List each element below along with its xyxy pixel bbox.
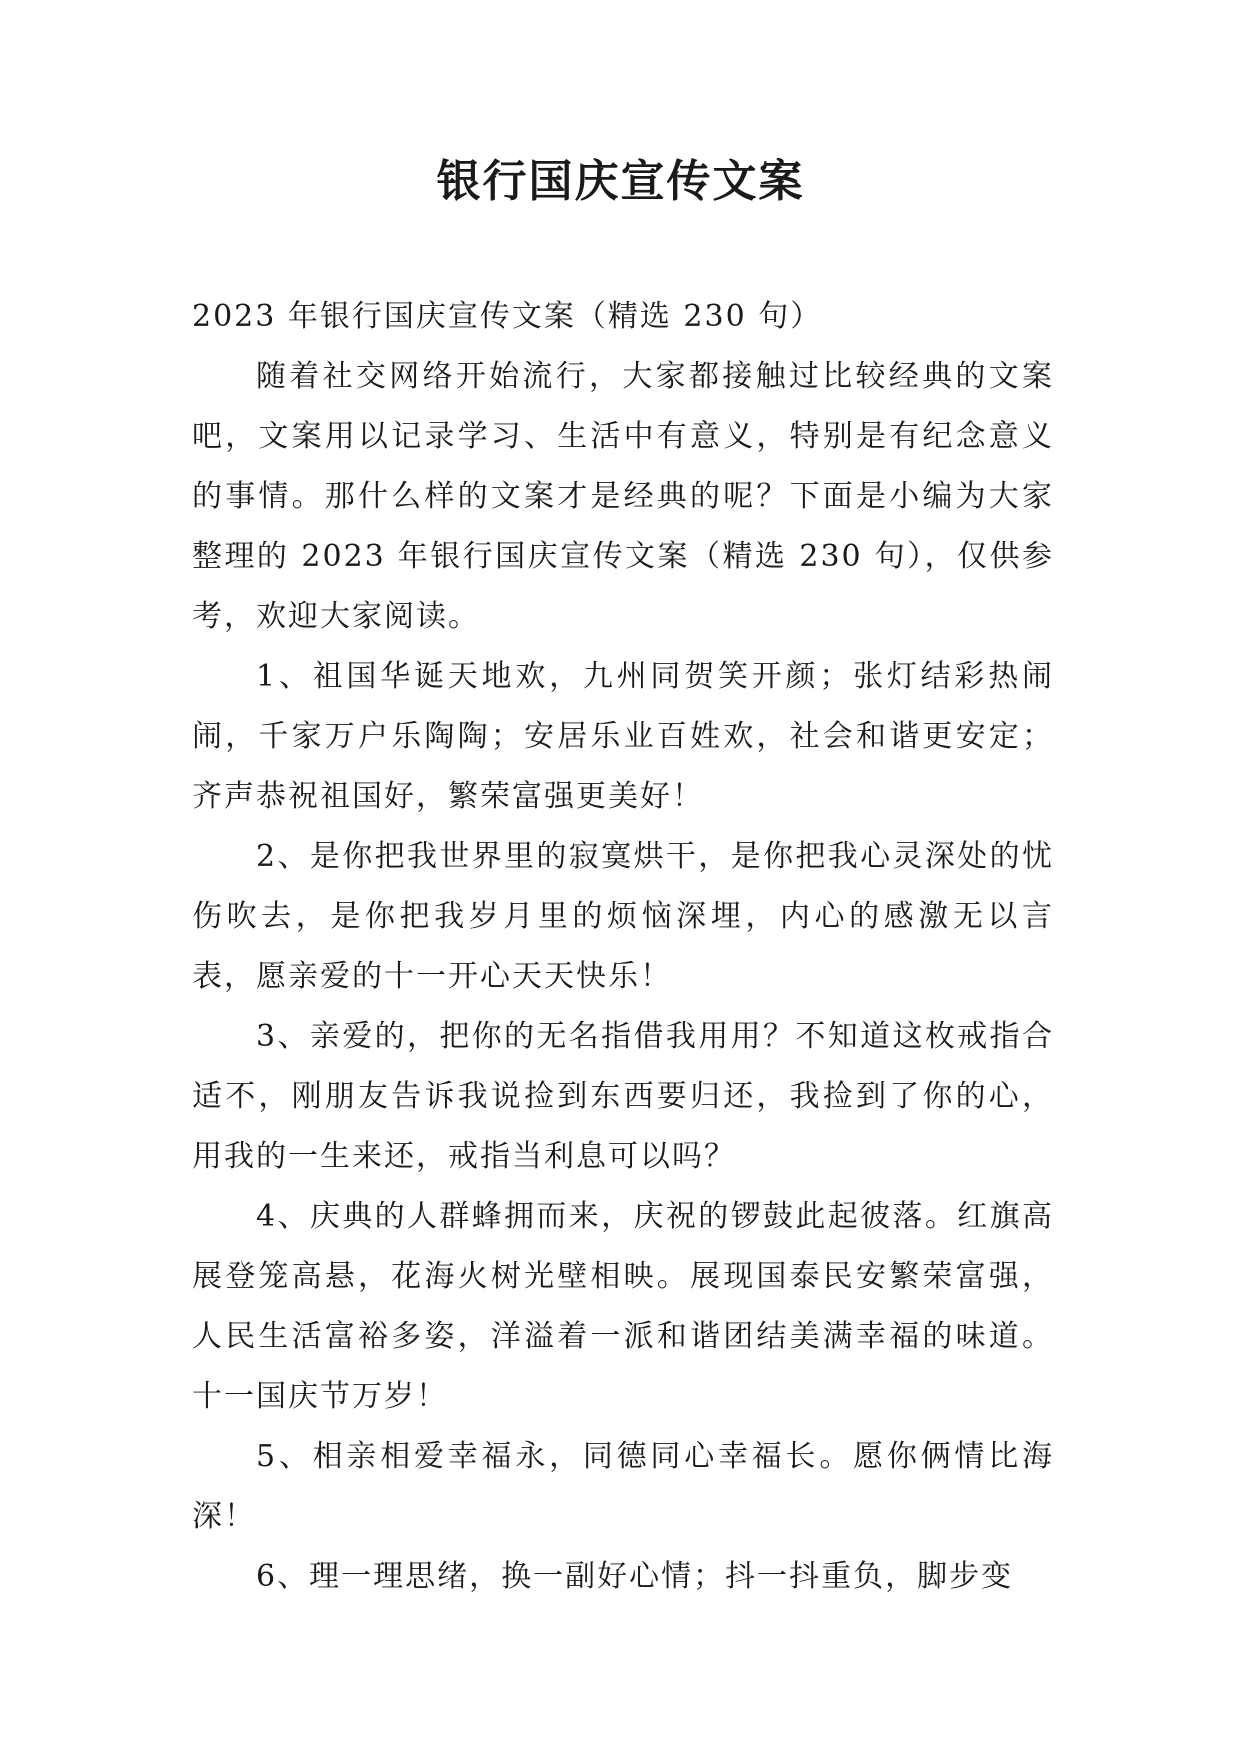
paragraph-item-5: 5、相亲相爱幸福永，同德同心幸福长。愿你俩情比海深！ — [192, 1439, 1054, 1534]
paragraph-item-6: 6、理一理思绪，换一副好心情；抖一抖重负，脚步变 — [256, 1559, 1014, 1594]
paragraph-item-2: 2、是你把我世界里的寂寞烘干，是你把我心灵深处的忧伤吹去，是你把我岁月里的烦恼深埋，内心的感激无以言表，愿亲爱的十一开心天天快乐！ — [192, 839, 1054, 994]
paragraph-item-1: 1、祖国华诞天地欢，九州同贺笑开颜；张灯结彩热闹闹，千家万户乐陶陶；安居乐业百姓欢，社会和谐更安定；齐声恭祝祖国好，繁荣富强更美好！ — [192, 659, 1054, 814]
paragraph-intro: 随着社交网络开始流行，大家都接触过比较经典的文案吧，文案用以记录学习、生活中有意义，特别是有纪念意义的事情。那什么样的文案才是经典的呢？下面是小编为大家整理的 2023 年银行国庆宣传文案（精选 230 句），仅供参考，欢迎大家阅读。 — [192, 359, 1054, 634]
paragraph-item-3: 3、亲爱的，把你的无名指借我用用？不知道这枚戒指合适不，刚朋友告诉我说捡到东西要归还，我捡到了你的心，用我的一生来还，戒指当利息可以吗？ — [192, 1019, 1054, 1174]
document-subtitle: 2023 年银行国庆宣传文案（精选 230 句） — [192, 299, 823, 334]
paragraph-item-4: 4、庆典的人群蜂拥而来，庆祝的锣鼓此起彼落。红旗高展登笼高悬，花海火树光壁相映。展现国泰民安繁荣富强，人民生活富裕多姿，洋溢着一派和谐团结美满幸福的味道。十一国庆节万岁！ — [192, 1199, 1054, 1414]
document-body — [192, 287, 1054, 1607]
document-title: 银行国庆宣传文案 — [436, 156, 805, 207]
